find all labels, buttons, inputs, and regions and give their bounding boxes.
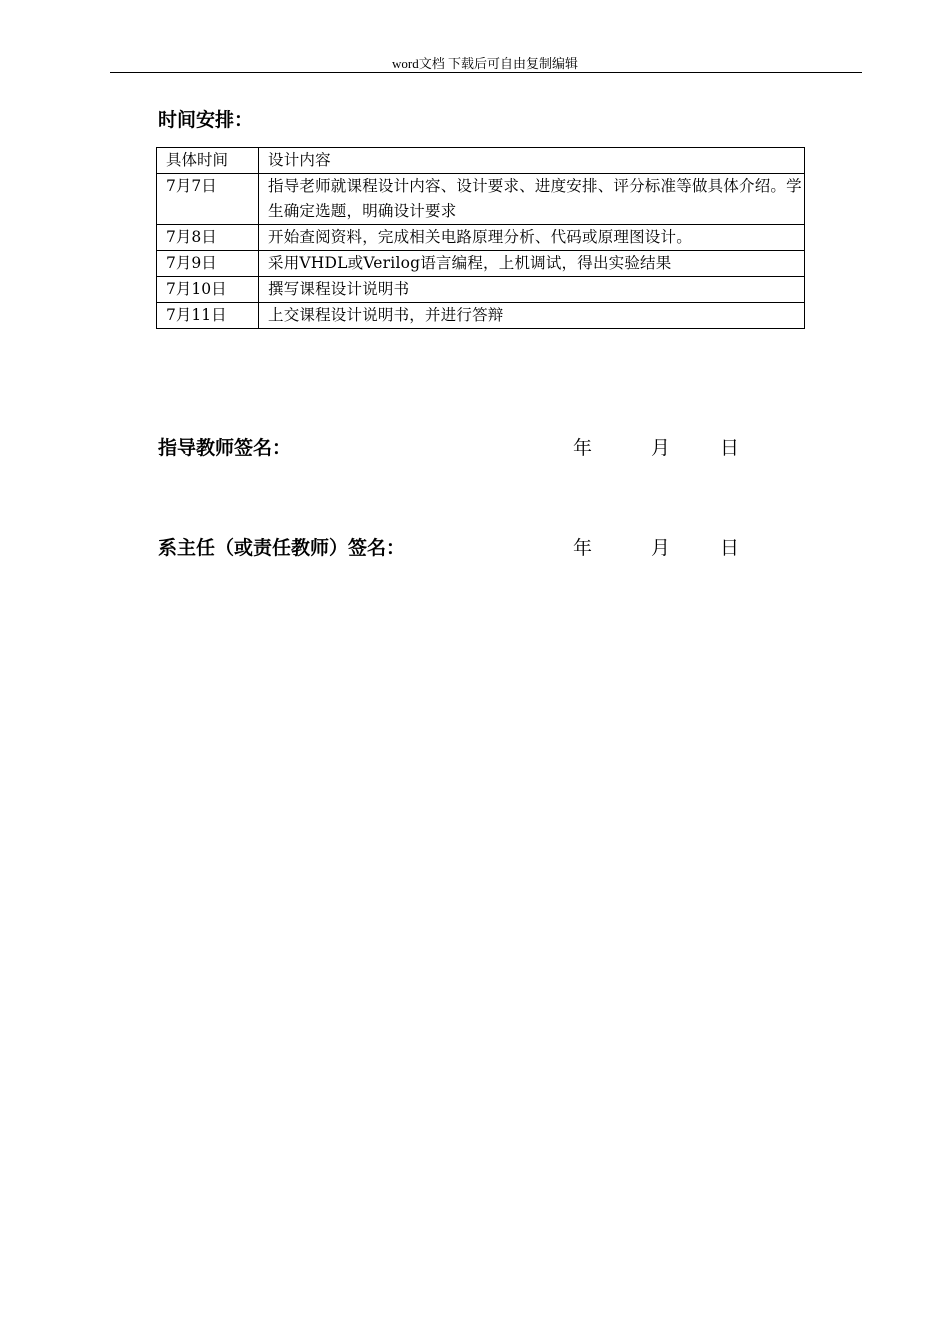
row-content: 撰写课程设计说明书 (259, 277, 805, 303)
table-row (157, 174, 805, 225)
director-signature-label: 系主任（或责任教师）签名： (158, 537, 406, 559)
row-date: 7月8日 (157, 225, 259, 251)
table-row (157, 251, 805, 277)
row-content: 上交课程设计说明书，并进行答辩 (259, 303, 805, 329)
row-date: 7月7日 (157, 174, 259, 225)
row-date: 7月11日 (157, 303, 259, 329)
col-header-content: 设计内容 (259, 148, 805, 174)
table-row (157, 303, 805, 329)
teacher-signature-month: 月 (651, 437, 671, 459)
teacher-signature-label: 指导教师签名： (158, 437, 292, 459)
page-header-text: word文档 下载后可自由复制编辑 (392, 56, 578, 71)
table-row (157, 277, 805, 303)
director-signature-month: 月 (651, 537, 671, 559)
row-content: 开始查阅资料，完成相关电路原理分析、代码或原理图设计。 (259, 225, 805, 251)
director-signature-line (158, 534, 778, 562)
schedule-title: 时间安排： (158, 109, 254, 131)
table-header-row (157, 148, 805, 174)
row-content: 采用VHDL或Verilog语言编程，上机调试，得出实验结果 (259, 251, 805, 277)
schedule-table (156, 147, 805, 329)
director-signature-day: 日 (720, 537, 740, 559)
row-date: 7月9日 (157, 251, 259, 277)
teacher-signature-year: 年 (573, 437, 593, 459)
row-content: 指导老师就课程设计内容、设计要求、进度安排、评分标准等做具体介绍。学生确定选题，明确设计要求 (259, 174, 805, 225)
row-date: 7月10日 (157, 277, 259, 303)
table-row (157, 225, 805, 251)
teacher-signature-line (158, 434, 778, 462)
header-rule (110, 72, 862, 73)
teacher-signature-day: 日 (720, 437, 740, 459)
director-signature-year: 年 (573, 537, 593, 559)
col-header-time: 具体时间 (157, 148, 259, 174)
